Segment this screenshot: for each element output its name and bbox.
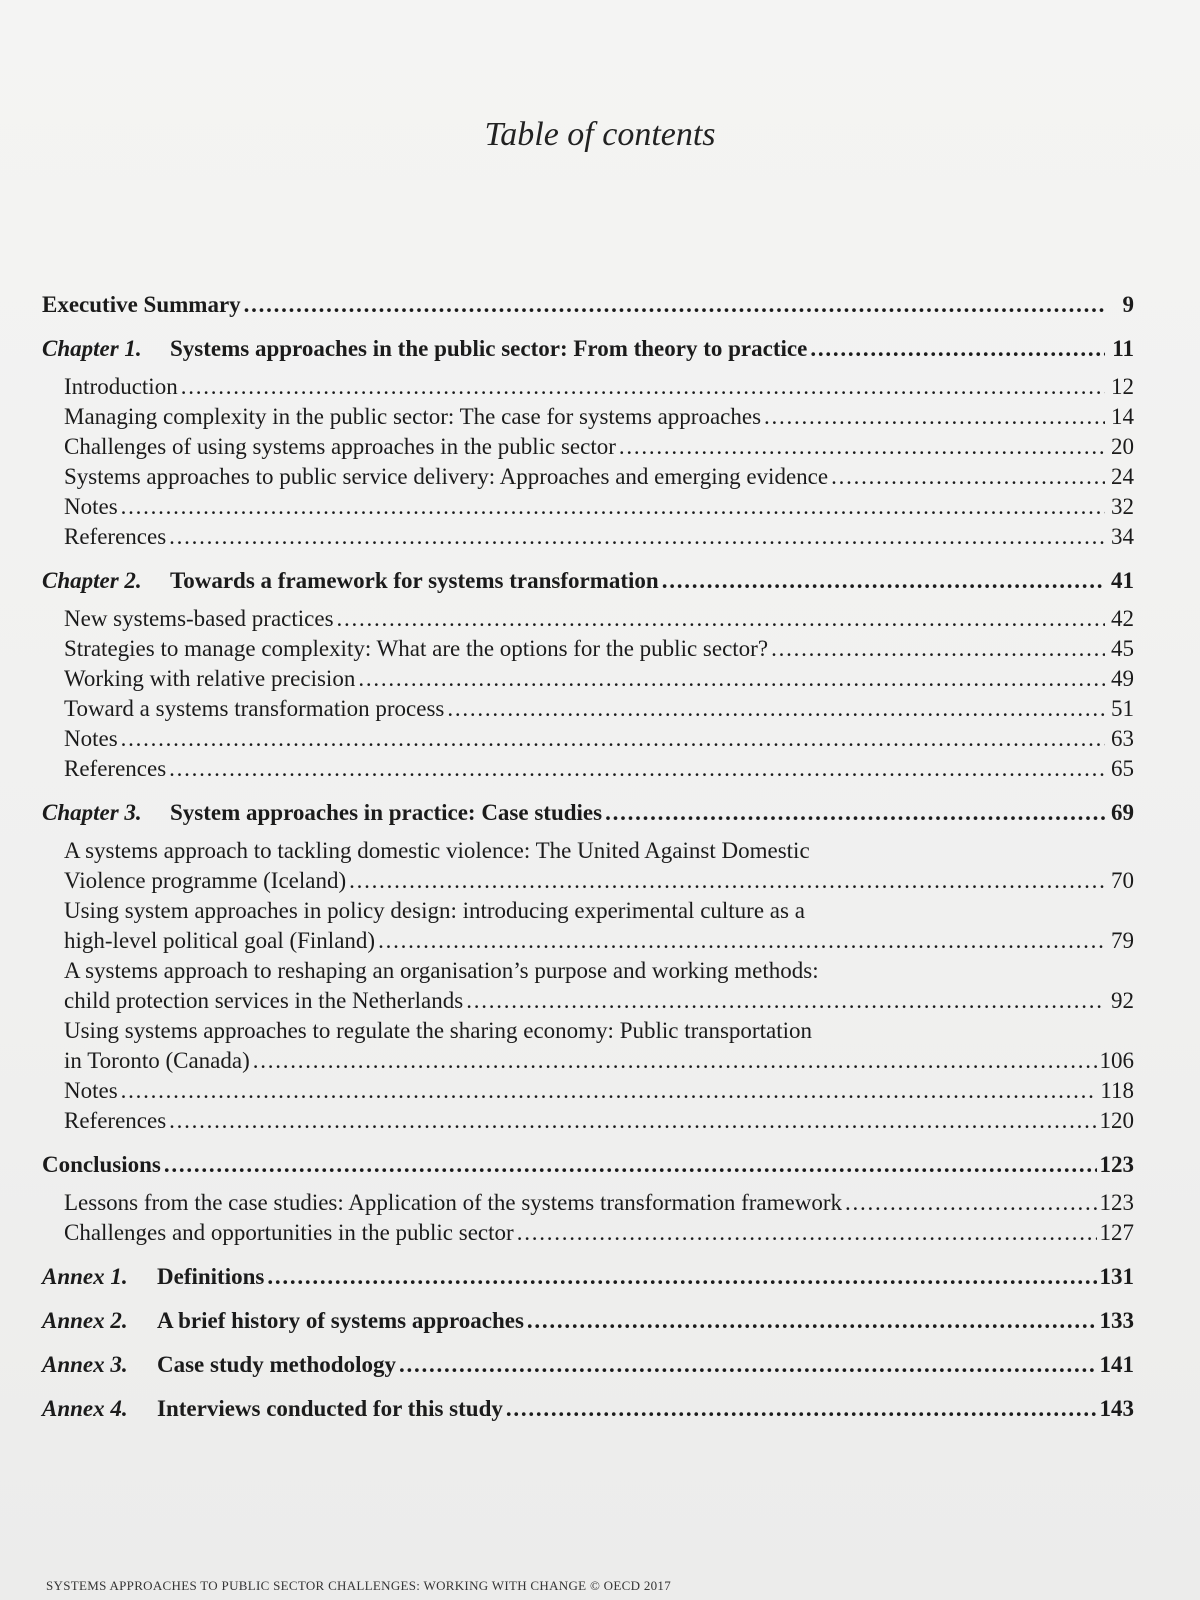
entry-page: 79	[1111, 928, 1134, 953]
chapter-2-sections	[42, 604, 1134, 784]
entry-page: 118	[1100, 1078, 1134, 1103]
toc-entry-notes[interactable]	[42, 1076, 1134, 1106]
entry-page: 69	[1111, 800, 1134, 825]
dot-leader	[181, 372, 1105, 402]
toc-entry-references[interactable]	[42, 522, 1134, 552]
entry-page: 12	[1111, 374, 1134, 399]
dot-leader	[619, 432, 1105, 462]
chapter-3-sections	[42, 836, 1134, 1136]
toc-entry-case-study-iceland[interactable]	[42, 836, 1134, 896]
dot-leader	[506, 1394, 1097, 1424]
entry-page: 41	[1111, 568, 1134, 593]
toc-entry-annex-2[interactable]	[42, 1306, 1134, 1336]
dot-leader	[358, 664, 1105, 694]
entry-page: 133	[1099, 1308, 1134, 1333]
annex-prefix: Annex 4.	[42, 1396, 128, 1421]
dot-leader	[447, 694, 1105, 724]
dot-leader	[121, 1076, 1098, 1106]
dot-leader	[466, 986, 1105, 1016]
entry-page: 24	[1111, 464, 1134, 489]
entry-label: References	[64, 756, 167, 781]
dot-leader	[845, 1188, 1097, 1218]
annex-prefix: Annex 2.	[42, 1308, 128, 1333]
entry-label: Interviews conducted for this study	[157, 1396, 503, 1421]
entry-page: 14	[1111, 404, 1134, 429]
dot-leader	[164, 1150, 1097, 1180]
entry-page: 11	[1112, 336, 1134, 361]
dot-leader	[771, 634, 1105, 664]
page-title: Table of contents	[484, 116, 716, 153]
toc-entry-conclusions[interactable]	[42, 1150, 1134, 1180]
chapter-prefix: Chapter 3.	[42, 800, 142, 825]
entry-label: Conclusions	[42, 1152, 161, 1177]
toc-entry[interactable]	[42, 1188, 1134, 1218]
toc-entry-notes[interactable]	[42, 492, 1134, 522]
dot-leader	[605, 798, 1105, 828]
entry-label-line1: A systems approach to tackling domestic violence: The United Against Domestic	[64, 838, 810, 863]
entry-label: Notes	[64, 494, 118, 519]
entry-page: 45	[1111, 636, 1134, 661]
dot-leader	[349, 866, 1105, 896]
entry-label-line1: Using systems approaches to regulate the sharing economy: Public transportation	[64, 1018, 812, 1043]
entry-page: 127	[1099, 1220, 1134, 1245]
entry-label: Executive Summary	[42, 292, 241, 317]
dot-leader	[378, 926, 1105, 956]
toc-entry-chapter-3[interactable]	[42, 798, 1134, 828]
dot-leader	[169, 1106, 1096, 1136]
entry-label: Definitions	[157, 1264, 265, 1289]
dot-leader	[244, 290, 1105, 320]
entry-label: Challenges and opportunities in the public sector	[64, 1220, 514, 1245]
conclusions-sections	[42, 1188, 1134, 1248]
toc-entry-case-study-netherlands[interactable]	[42, 956, 1134, 1016]
toc-entry-annex-1[interactable]	[42, 1262, 1134, 1292]
entry-page: 141	[1099, 1352, 1134, 1377]
entry-page: 131	[1099, 1264, 1134, 1289]
entry-label: A brief history of systems approaches	[157, 1308, 524, 1333]
toc-entry[interactable]	[42, 634, 1134, 664]
dot-leader	[399, 1350, 1097, 1380]
toc-entry-annex-4[interactable]	[42, 1394, 1134, 1424]
entry-label: Challenges of using systems approaches in the public sector	[64, 434, 616, 459]
entry-page: 120	[1099, 1108, 1134, 1133]
dot-leader	[831, 462, 1105, 492]
dot-leader	[121, 724, 1105, 754]
toc-entry[interactable]	[42, 432, 1134, 462]
entry-label: References	[64, 1108, 167, 1133]
toc-entry-notes[interactable]	[42, 724, 1134, 754]
dot-leader	[810, 334, 1105, 364]
dot-leader	[169, 522, 1105, 552]
entry-page: 34	[1111, 524, 1134, 549]
entry-label: Case study methodology	[157, 1352, 396, 1377]
entry-label: Towards a framework for systems transformation	[170, 568, 659, 593]
dot-leader	[527, 1306, 1097, 1336]
toc-entry-references[interactable]	[42, 1106, 1134, 1136]
table-of-contents	[42, 290, 1134, 1424]
chapter-prefix: Chapter 1.	[42, 336, 142, 361]
entry-page: 63	[1111, 726, 1134, 751]
entry-label: child protection services in the Netherlands	[64, 988, 464, 1013]
toc-entry-chapter-2[interactable]	[42, 566, 1134, 596]
entry-page: 106	[1099, 1048, 1134, 1073]
dot-leader	[517, 1218, 1097, 1248]
entry-label-line1: Using system approaches in policy design: introducing experimental culture as a	[64, 898, 805, 923]
dot-leader	[337, 604, 1105, 634]
entry-page: 123	[1099, 1152, 1134, 1177]
entry-label: Managing complexity in the public sector: The case for systems approaches	[64, 404, 762, 429]
entry-page: 42	[1111, 606, 1134, 631]
entry-label: Systems approaches in the public sector: From theory to practice	[170, 336, 808, 361]
entry-label: Toward a systems transformation process	[64, 696, 445, 721]
entry-label: New systems-based practices	[64, 606, 334, 631]
entry-page: 51	[1111, 696, 1134, 721]
entry-page: 9	[1122, 292, 1134, 317]
toc-entry-references[interactable]	[42, 754, 1134, 784]
dot-leader	[169, 754, 1105, 784]
entry-label-line1: A systems approach to reshaping an organisation’s purpose and working methods:	[64, 958, 819, 983]
chapter-1-sections	[42, 372, 1134, 552]
entry-page: 20	[1111, 434, 1134, 459]
entry-page: 70	[1111, 868, 1134, 893]
dot-leader	[764, 402, 1105, 432]
toc-entry[interactable]	[42, 694, 1134, 724]
toc-entry-executive-summary[interactable]	[42, 290, 1134, 320]
toc-entry-annex-3[interactable]	[42, 1350, 1134, 1380]
entry-label: Systems approaches to public service delivery: Approaches and emerging evidence	[64, 464, 829, 489]
entry-page: 143	[1099, 1396, 1134, 1421]
dot-leader	[662, 566, 1105, 596]
annex-prefix: Annex 1.	[42, 1264, 128, 1289]
entry-label: Notes	[64, 1078, 118, 1103]
entry-label: Strategies to manage complexity: What are the options for the public sector?	[64, 636, 769, 661]
page-footer: SYSTEMS APPROACHES TO PUBLIC SECTOR CHALLENGES: WORKING WITH CHANGE © OECD 2017	[46, 1578, 672, 1593]
entry-label: References	[64, 524, 167, 549]
entry-label: Notes	[64, 726, 118, 751]
entry-label: Introduction	[64, 374, 178, 399]
entry-page: 65	[1111, 756, 1134, 781]
toc-entry[interactable]	[42, 1218, 1134, 1248]
toc-entry[interactable]	[42, 664, 1134, 694]
toc-entry[interactable]	[42, 604, 1134, 634]
entry-page: 123	[1099, 1190, 1134, 1215]
toc-entry[interactable]	[42, 372, 1134, 402]
entry-label: System approaches in practice: Case studies	[170, 800, 603, 825]
dot-leader	[253, 1046, 1097, 1076]
entry-page: 92	[1111, 988, 1134, 1013]
entry-label: in Toronto (Canada)	[64, 1048, 250, 1073]
toc-entry[interactable]	[42, 402, 1134, 432]
dot-leader	[121, 492, 1105, 522]
annex-prefix: Annex 3.	[42, 1352, 128, 1377]
toc-entry-case-study-toronto[interactable]	[42, 1016, 1134, 1076]
entry-page: 32	[1111, 494, 1134, 519]
dot-leader	[267, 1262, 1096, 1292]
toc-entry-case-study-finland[interactable]	[42, 896, 1134, 956]
entry-page: 49	[1111, 666, 1134, 691]
entry-label: high-level political goal (Finland)	[64, 928, 376, 953]
entry-label: Violence programme (Iceland)	[64, 868, 347, 893]
entry-label: Lessons from the case studies: Application of the systems transformation framework	[64, 1190, 842, 1215]
entry-label: Working with relative precision	[64, 666, 356, 691]
toc-entry-chapter-1[interactable]	[42, 334, 1134, 364]
toc-entry[interactable]	[42, 462, 1134, 492]
chapter-prefix: Chapter 2.	[42, 568, 142, 593]
